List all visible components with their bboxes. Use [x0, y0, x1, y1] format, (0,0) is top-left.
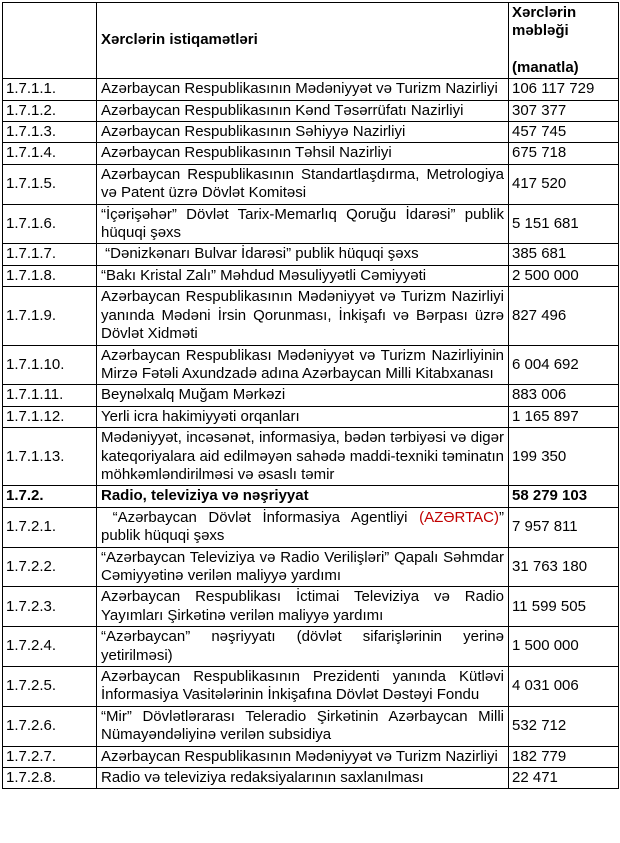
row-number-cell: 1.7.1.10.	[3, 345, 97, 385]
table-row	[3, 428, 619, 486]
table-row	[3, 667, 619, 707]
table-row	[3, 265, 619, 286]
row-amount-cell: 675 718	[509, 143, 619, 164]
row-amount-cell: 2 500 000	[509, 265, 619, 286]
table-row	[3, 345, 619, 385]
table-row	[3, 122, 619, 143]
row-description-cell: Azərbaycan Respublikasının Standartlaşdırma, Metrologiya və Patent üzrə Dövlət Komitəsi	[97, 164, 509, 204]
row-description-cell: Yerli icra hakimiyyəti orqanları	[97, 406, 509, 427]
row-number-cell: 1.7.1.4.	[3, 143, 97, 164]
row-amount-cell: 6 004 692	[509, 345, 619, 385]
row-number-cell: 1.7.1.13.	[3, 428, 97, 486]
row-description-cell: “Dənizkənarı Bulvar İdarəsi” publik hüquqi şəxs	[97, 244, 509, 265]
row-description-cell: Azərbaycan Respublikasının Mədəniyyət və Turizm Nazirliyi	[97, 79, 509, 100]
row-description-cell: Azərbaycan Respublikasının Təhsil Nazirliyi	[97, 143, 509, 164]
table-row	[3, 204, 619, 244]
row-amount-cell: 11 599 505	[509, 587, 619, 627]
row-amount-cell: 31 763 180	[509, 547, 619, 587]
row-description-cell: Beynəlxalq Muğam Mərkəzi	[97, 385, 509, 406]
row-amount-cell: 5 151 681	[509, 204, 619, 244]
row-amount-cell: 532 712	[509, 706, 619, 746]
table-row	[3, 768, 619, 789]
row-number-cell: 1.7.1.11.	[3, 385, 97, 406]
row-amount-cell: 385 681	[509, 244, 619, 265]
table-row	[3, 287, 619, 345]
row-description-cell: “İçərişəhər” Dövlət Tarix-Memarlıq Qoruğu İdarəsi” publik hüquqi şəxs	[97, 204, 509, 244]
row-number-cell: 1.7.2.8.	[3, 768, 97, 789]
row-description-cell	[97, 507, 509, 547]
table-row	[3, 164, 619, 204]
row-number-cell: 1.7.1.7.	[3, 244, 97, 265]
row-description-cell: Radio, televiziya və nəşriyyat	[97, 486, 509, 507]
row-description-cell: “Azərbaycan Televiziya və Radio Verilişləri” Qapalı Səhmdar Cəmiyyətinə verilən maliyyə yardımı	[97, 547, 509, 587]
row-amount-cell: 1 500 000	[509, 627, 619, 667]
row-number-cell: 1.7.2.5.	[3, 667, 97, 707]
header-number-cell	[3, 3, 97, 79]
table-row	[3, 406, 619, 427]
row-number-cell: 1.7.1.9.	[3, 287, 97, 345]
table-row	[3, 143, 619, 164]
description-text: “Azərbaycan Dövlət İnformasiya Agentliyi	[101, 508, 420, 526]
table-row	[3, 385, 619, 406]
row-amount-cell: 58 279 103	[509, 486, 619, 507]
row-number-cell: 1.7.1.3.	[3, 122, 97, 143]
row-description-cell: Azərbaycan Respublikasının Mədəniyyət və Turizm Nazirliyi yanında Mədəni İrsin Qorunması, İnkişafı və Bərpası üzrə Dövlət Xidməti	[97, 287, 509, 345]
row-number-cell: 1.7.2.4.	[3, 627, 97, 667]
row-amount-cell: 106 117 729	[509, 79, 619, 100]
table-row	[3, 706, 619, 746]
row-description-cell: “Azərbaycan” nəşriyyatı (dövlət sifarişlərinin yerinə yetirilməsi)	[97, 627, 509, 667]
header-amount-title: Xərclərin məbləği	[512, 4, 577, 40]
row-amount-cell: 417 520	[509, 164, 619, 204]
header-row	[3, 3, 619, 79]
table-row	[3, 100, 619, 121]
expenditure-table	[2, 2, 619, 789]
row-description-cell: Azərbaycan Respublikası İctimai Televiziya və Radio Yayımları Şirkətinə verilən maliyyə yardımı	[97, 587, 509, 627]
row-number-cell: 1.7.1.1.	[3, 79, 97, 100]
row-number-cell: 1.7.2.3.	[3, 587, 97, 627]
table-row	[3, 746, 619, 767]
row-number-cell: 1.7.1.6.	[3, 204, 97, 244]
table-row	[3, 507, 619, 547]
table-row	[3, 547, 619, 587]
row-description-cell: Azərbaycan Respublikasının Prezidenti yanında Kütləvi İnformasiya Vasitələrinin İnkişafına Dövlət Dəstəyi Fondu	[97, 667, 509, 707]
row-amount-cell: 1 165 897	[509, 406, 619, 427]
table-row	[3, 587, 619, 627]
header-amount-unit: (manatla)	[512, 58, 579, 76]
row-number-cell: 1.7.2.2.	[3, 547, 97, 587]
row-description-cell: Azərbaycan Respublikasının Səhiyyə Nazirliyi	[97, 122, 509, 143]
header-directions-label: Xərclərin istiqamətləri	[97, 3, 509, 79]
table-row	[3, 244, 619, 265]
row-number-cell: 1.7.1.8.	[3, 265, 97, 286]
row-amount-cell: 22 471	[509, 768, 619, 789]
row-number-cell: 1.7.1.12.	[3, 406, 97, 427]
table-row-section-total	[3, 486, 619, 507]
row-description-cell: Radio və televiziya redaksiyalarının saxlanılması	[97, 768, 509, 789]
row-number-cell: 1.7.2.1.	[3, 507, 97, 547]
row-description-cell: Mədəniyyət, incəsənət, informasiya, bədən tərbiyəsi və digər kateqoriyalara aid edilməyən sahədə maddi-texniki təminatın möhkəmləndirilməsi və əsaslı təmir	[97, 428, 509, 486]
row-description-cell: Azərbaycan Respublikası Mədəniyyət və Turizm Nazirliyinin Mirzə Fətəli Axundzadə adına Azərbaycan Milli Kitabxanası	[97, 345, 509, 385]
row-amount-cell: 827 496	[509, 287, 619, 345]
row-number-cell: 1.7.1.5.	[3, 164, 97, 204]
table-row	[3, 627, 619, 667]
row-number-cell: 1.7.2.6.	[3, 706, 97, 746]
description-text: ” publik hüquqi şəxs	[101, 508, 504, 545]
header-amount-cell	[509, 3, 619, 79]
row-number-cell: 1.7.2.	[3, 486, 97, 507]
row-amount-cell: 199 350	[509, 428, 619, 486]
row-amount-cell: 307 377	[509, 100, 619, 121]
row-number-cell: 1.7.2.7.	[3, 746, 97, 767]
row-amount-cell: 182 779	[509, 746, 619, 767]
row-amount-cell: 7 957 811	[509, 507, 619, 547]
table-row	[3, 79, 619, 100]
row-amount-cell: 883 006	[509, 385, 619, 406]
row-description-cell: “Bakı Kristal Zalı” Məhdud Məsuliyyətli Cəmiyyəti	[97, 265, 509, 286]
row-description-cell: “Mir” Dövlətlərarası Teleradio Şirkətinin Azərbaycan Milli Nümayəndəliyinə verilən subsidiya	[97, 706, 509, 746]
row-amount-cell: 457 745	[509, 122, 619, 143]
azertac-red-text: (AZƏRTAC)	[419, 508, 499, 526]
row-description-cell: Azərbaycan Respublikasının Mədəniyyət və Turizm Nazirliyi	[97, 746, 509, 767]
row-amount-cell: 4 031 006	[509, 667, 619, 707]
row-number-cell: 1.7.1.2.	[3, 100, 97, 121]
row-description-cell: Azərbaycan Respublikasının Kənd Təsərrüfatı Nazirliyi	[97, 100, 509, 121]
